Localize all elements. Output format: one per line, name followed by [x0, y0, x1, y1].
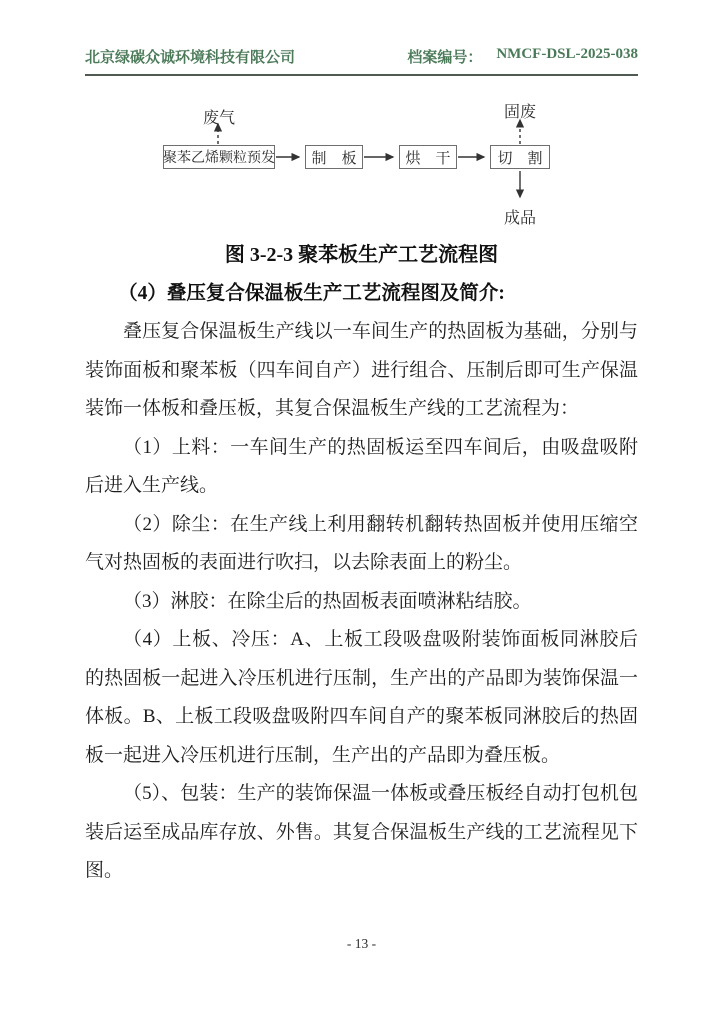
page-header [85, 46, 638, 76]
paragraph: （5）、包装：生产的装饰保温一体板或叠压板经自动打包机包装后运至成品库存放、外售。其复合保温板生产线的工艺流程见下图。 [85, 783, 638, 881]
file-number-label: 档案编号： [407, 50, 483, 66]
process-flowchart [85, 95, 638, 235]
figure-caption: 图 3-2-3 聚苯板生产工艺流程图 [224, 244, 499, 266]
product-label: 成品 [503, 210, 536, 227]
flowchart-box-drying: 烘 干 [399, 145, 457, 169]
paragraph: （2）除尘：在生产线上利用翻转机翻转热固板并使用压缩空气对热固板的表面进行吹扫，以去除表面上的粉尘。 [85, 513, 638, 573]
solid-waste-label: 固废 [503, 104, 536, 121]
file-number [407, 46, 638, 67]
paragraph: （3）淋胶：在除尘后的热固板表面喷淋粘结胶。 [123, 590, 532, 612]
company-name: 北京绿碳众诚环境科技有限公司 [85, 50, 296, 66]
main-text [85, 236, 638, 891]
page-number: - 13 - [346, 936, 377, 951]
flowchart-box-cutting: 切 割 [490, 145, 550, 169]
paragraph: 叠压复合保温板生产线以一车间生产的热固板为基础，分别与装饰面板和聚苯板（四车间自产）进行组合、压制后即可生产保温装饰一体板和叠压板，其复合保温板生产线的工艺流程为： [85, 321, 638, 419]
paragraph: （1）上料：一车间生产的热固板运至四车间后，由吸盘吸附后进入生产线。 [85, 436, 638, 496]
flowchart-box-prefoaming: 聚苯乙烯颗粒预发 [163, 145, 275, 169]
waste-gas-label: 废气 [202, 110, 235, 127]
paragraph: （4）上板、冷压：A、上板工段吸盘吸附装饰面板同淋胶后的热固板一起进入冷压机进行压制，生产出的产品即为装饰保温一体板。B、上板工段吸盘吸附四车间自产的聚苯板同淋胶后的热固板一起进入冷压机进行压制，生产出的产品即为叠压板。 [85, 629, 638, 766]
section-heading: （4）叠压复合保温板生产工艺流程图及简介: [118, 282, 505, 304]
flowchart-box-board-making: 制 板 [305, 145, 363, 169]
file-number-value: NMCF-DSL-2025-038 [496, 46, 638, 62]
